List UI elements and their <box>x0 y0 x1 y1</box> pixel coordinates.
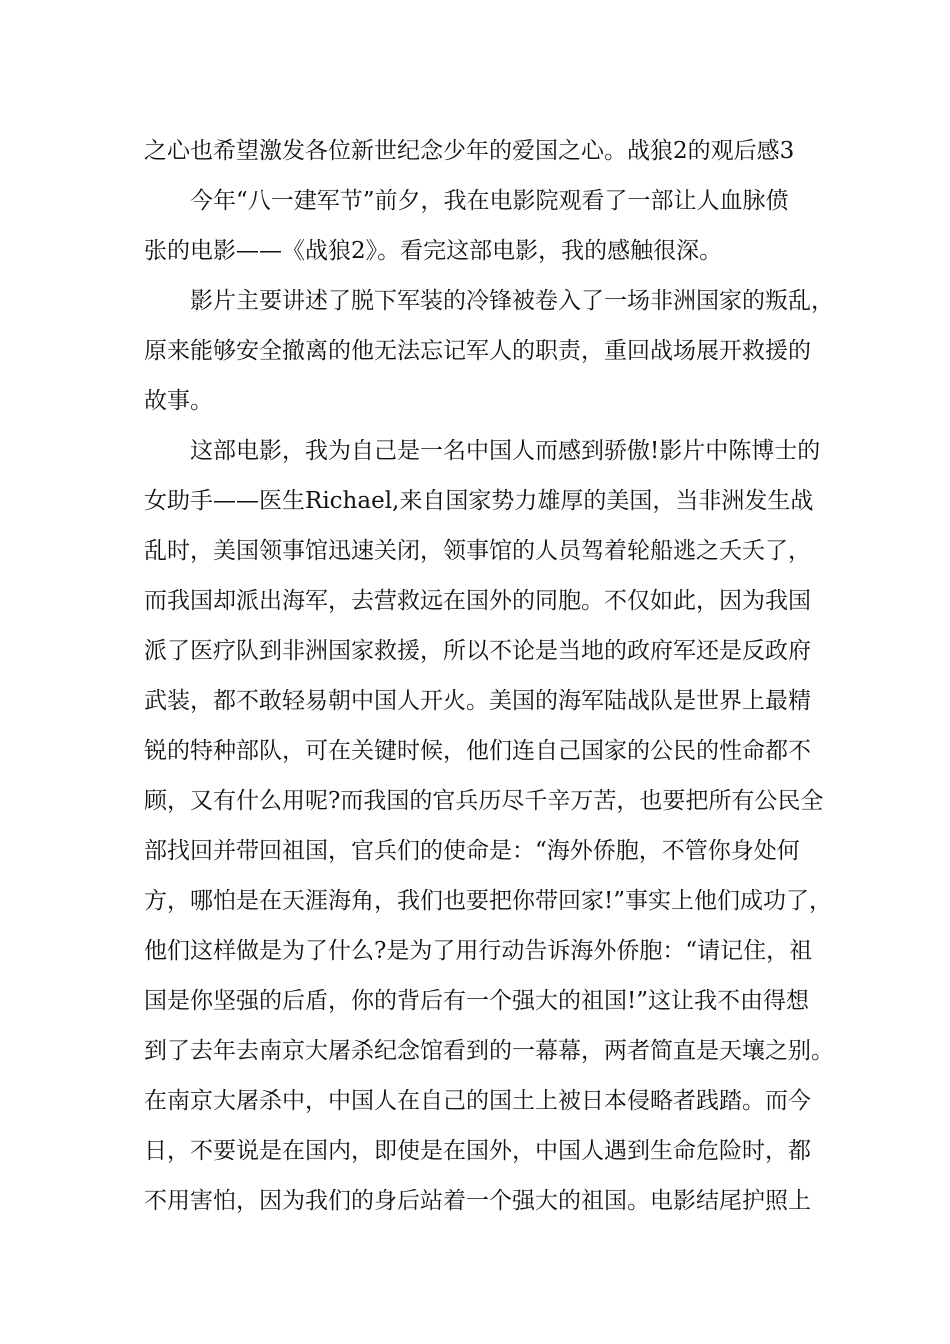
text-line: 原来能够安全撤离的他无法忘记军人的职责，重回战场展开救援的 <box>144 338 811 364</box>
text-line: 女助手——医生Richael,来自国家势力雄厚的美国，当非洲发生战 <box>144 488 814 514</box>
paragraph-first-line: 这部电影，我为自己是一名中国人而感到骄傲!影片中陈博士的 <box>190 438 821 464</box>
paragraph-first-line: 今年“八一建军节”前夕，我在电影院观看了一部让人血脉偾 <box>190 188 789 214</box>
text-line: 之心也希望激发各位新世纪念少年的爱国之心。战狼2的观后感3 <box>144 138 795 164</box>
text-line: 日，不要说是在国内，即使是在国外，中国人遇到生命危险时，都 <box>144 1138 811 1164</box>
text-line: 他们这样做是为了什么?是为了用行动告诉海外侨胞：“请记住，祖 <box>144 938 813 964</box>
text-line: 部找回并带回祖国，官兵们的使命是：“海外侨胞，不管你身处何 <box>144 838 800 864</box>
text-line: 顾，又有什么用呢?而我国的官兵历尽千辛万苦，也要把所有公民全 <box>144 788 824 814</box>
body-text <box>144 126 834 1226</box>
text-line: 乱时，美国领事馆迅速关闭，领事馆的人员驾着轮船逃之夭夭了， <box>144 538 811 564</box>
text-line: 锐的特种部队，可在关键时候，他们连自己国家的公民的性命都不 <box>144 738 811 764</box>
paragraph-first-line: 影片主要讲述了脱下军装的冷锋被卷入了一场非洲国家的叛乱， <box>190 288 834 314</box>
text-line: 故事。 <box>144 388 213 414</box>
text-line: 国是你坚强的后盾，你的背后有一个强大的祖国!”这让我不由得想 <box>144 988 810 1014</box>
text-line: 在南京大屠杀中，中国人在自己的国土上被日本侵略者践踏。而今 <box>144 1088 811 1114</box>
text-line: 到了去年去南京大屠杀纪念馆看到的一幕幕，两者简直是天壤之别。 <box>144 1038 834 1064</box>
text-line: 而我国却派出海军，去营救远在国外的同胞。不仅如此，因为我国 <box>144 588 811 614</box>
text-line: 武装，都不敢轻易朝中国人开火。美国的海军陆战队是世界上最精 <box>144 688 811 714</box>
text-line: 派了医疗队到非洲国家救援，所以不论是当地的政府军还是反政府 <box>144 638 811 664</box>
text-line: 张的电影——《战狼2》。看完这部电影，我的感触很深。 <box>144 238 723 264</box>
text-line: 不用害怕，因为我们的身后站着一个强大的祖国。电影结尾护照上 <box>144 1188 811 1214</box>
text-line: 方，哪怕是在天涯海角，我们也要把你带回家!”事实上他们成功了， <box>144 888 833 914</box>
